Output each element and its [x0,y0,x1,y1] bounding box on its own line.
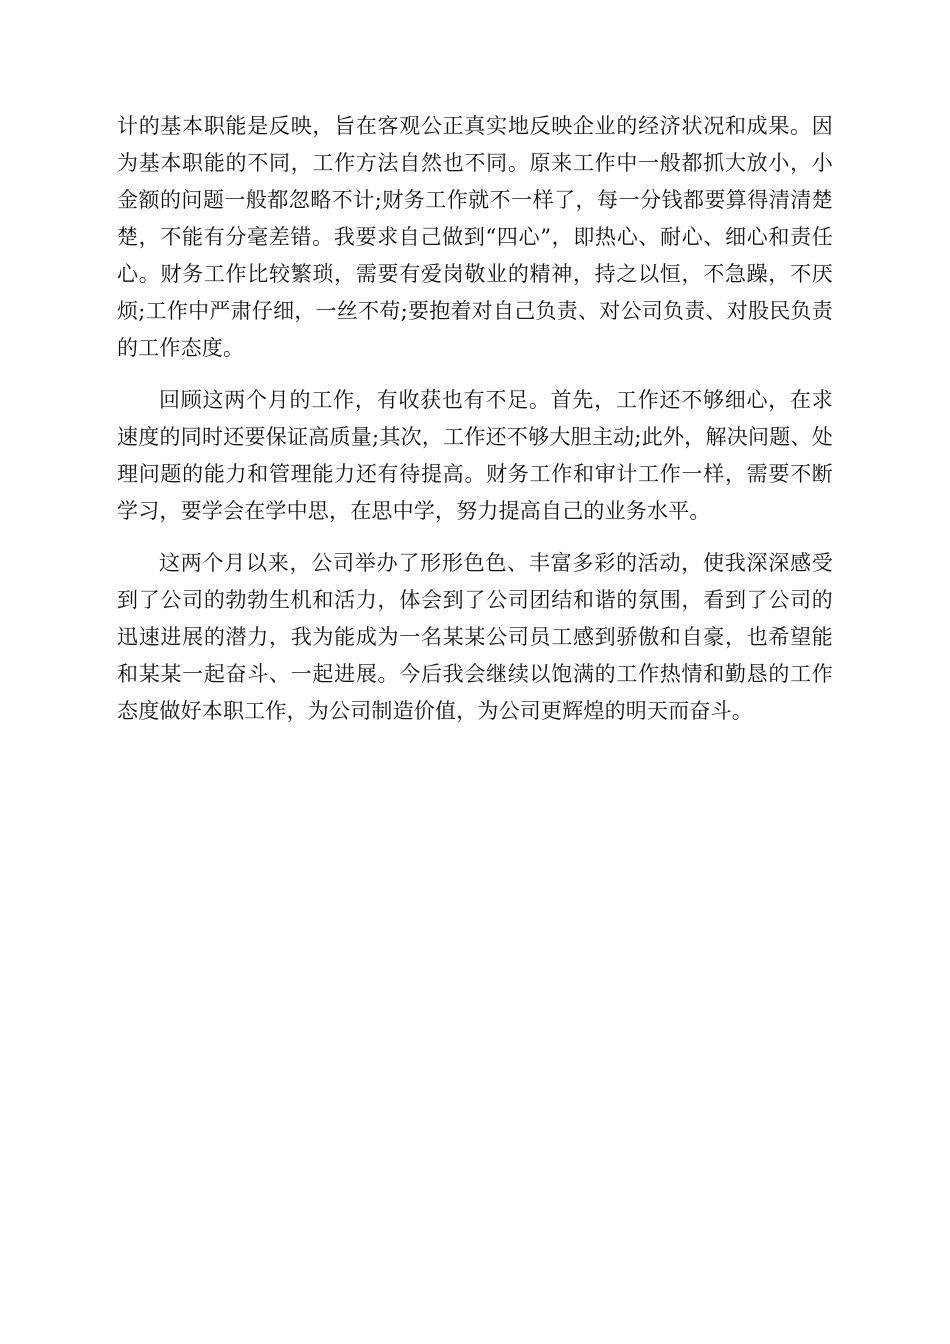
paragraph-1: 计的基本职能是反映，旨在客观公正真实地反映企业的经济状况和成果。因为基本职能的不同，工作方法自然也不同。原来工作中一般都抓大放小，小金额的问题一般都忽略不计;财务工作就不一样了，每一分钱都要算得清清楚楚，不能有分毫差错。我要求自己做到“四心”，即热心、耐心、细心和责任心。财务工作比较繁琐，需要有爱岗敬业的精神，持之以恒，不急躁，不厌烦;工作中严肃仔细，一丝不苟;要抱着对自己负责、对公司负责、对股民负责的工作态度。 [117,114,833,360]
paragraph-3: 这两个月以来，公司举办了形形色色、丰富多彩的活动，使我深深感受到了公司的勃勃生机和活力，体会到了公司团结和谐的氛围，看到了公司的迅速进展的潜力，我为能成为一名某某公司员工感到骄傲和自豪，也希望能和某某一起奋斗、一起进展。今后我会继续以饱满的工作热情和勤恳的工作态度做好本职工作，为公司制造价值，为公司更辉煌的明天而奋斗。 [117,551,833,723]
document-body [117,108,833,730]
paragraph-2: 回顾这两个月的工作，有收获也有不足。首先，工作还不够细心，在求速度的同时还要保证高质量;其次，工作还不够大胆主动;此外，解决问题、处理问题的能力和管理能力还有待提高。财务工作和审计工作一样，需要不断学习，要学会在学中思，在思中学，努力提高自己的业务水平。 [117,388,833,523]
